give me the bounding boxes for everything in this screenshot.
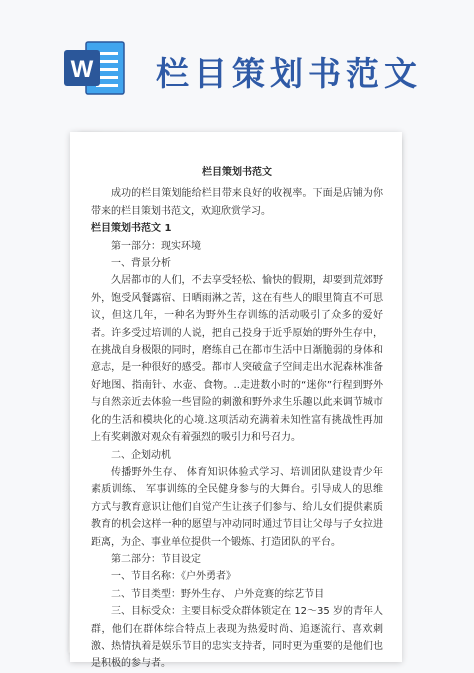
body-paragraph: 传播野外生存、 体育知识体验式学习、培训团队建设青少年素质训练、 军事训练的全民健身参与的大舞台。引导成人的思维方式与教育意识让他们自觉产生让孩子们参与、给儿女们提供素质教育的机会这样一种的愿望与冲动同时通过节目让父母与子女拉进距离，为企、事业单位提供一个锻炼、打造团队的平台。 [91, 466, 383, 548]
word-document-icon [62, 36, 128, 100]
document-body [91, 164, 383, 673]
part-heading: 第二部分：节目设定 [111, 553, 201, 565]
intro-paragraph: 成功的栏目策划能给栏目带来良好的收视率。下面是店铺为你带来的栏目策划书范文，欢迎欣赏学习。 [91, 188, 383, 217]
document-title: 栏目策划书范文 [202, 167, 272, 178]
body-paragraph: 久居都市的人们，不去享受轻松、愉快的假期，却要到荒郊野外，饱受风餐露宿、日晒雨淋之苦，这在有些人的眼里简直不可思议，但这几年，一种名为野外生存训练的活动吸引了众多的爱好者。许多受过培训的人说，把自己投身于近乎原始的野外生存中，在挑战自身极限的同时，磨练自己在都市生活中日渐脆弱的身体和意志，是一种很好的感受。都市人突破盒子空间走出水泥森林准备好地图、指南针、水壶、食物。..走进数小时的“迷你”行程到野外与自然亲近去体验一些冒险的刺激和野外求生乐趣以此来调节城市化的生活和模块化的心境.这项活动充满着未知性富有挑战性再加上有奖刺激对观众有着强烈的吸引力和号召力。 [91, 275, 383, 444]
subsection-heading: 二、企划动机 [111, 449, 171, 461]
list-item: 三、目标受众：主要目标受众群体锁定在 12～35 岁的青年人群，他们在群体综合特点上表现为热爱时尚、追逐流行、喜欢刺激、热情执着是娱乐节目的忠实支持者，同时更为重要的是他们也是积极的参与者。 [91, 606, 383, 670]
banner-title: 栏目策划书范文 [156, 54, 422, 93]
part-heading: 第一部分：现实环境 [111, 240, 201, 252]
list-item: 二、节目类型：野外生存、 户外竞赛的综艺节目 [111, 588, 325, 600]
logo-letter: W [70, 56, 94, 83]
document-page [70, 132, 402, 670]
section-heading: 栏目策划书范文 1 [91, 223, 172, 235]
banner-header [0, 0, 474, 110]
subsection-heading: 一、背景分析 [111, 258, 171, 270]
list-item: 一、节目名称：《户外勇者》 [111, 571, 236, 583]
